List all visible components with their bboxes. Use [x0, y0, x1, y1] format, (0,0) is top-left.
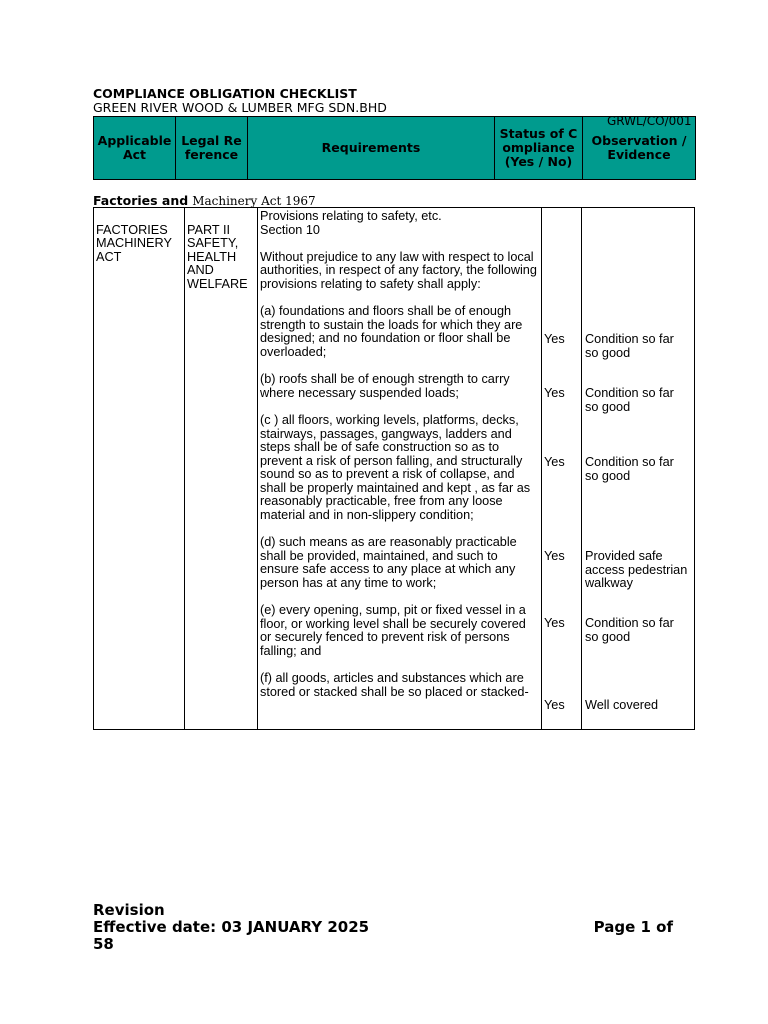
requirement-c: (c ) all floors, working levels, platforms, decks, stairways, passages, gangways, ladders and steps shall be of safe construction so as to prevent a risk of person falling, and structurally sound so as to prevent a risk of collapse, and shall be properly maintained and kept , as far as reasonably practicable, free from any loose material and in non-slippery condition;: [260, 412, 531, 523]
status-d: Yes: [544, 549, 565, 563]
column-header-observation: Observation / Evidence: [583, 117, 696, 180]
requirement-a: (a) foundations and floors shall be of enough strength to sustain the loads for which they are designed; and no foundation or floor shall be overloaded;: [260, 304, 523, 359]
intro-section: Section 10: [260, 222, 320, 237]
page-footer: [93, 902, 673, 953]
intro-title: Provisions relating to safety, etc.: [260, 209, 442, 223]
status-cell: [542, 208, 582, 730]
requirement-b: (b) roofs shall be of enough strength to carry where necessary suspended loads;: [260, 372, 510, 400]
section-heading: [93, 193, 316, 208]
status-a: Yes: [544, 332, 565, 346]
status-c: Yes: [544, 455, 565, 469]
status-f: Yes: [544, 698, 565, 712]
column-header-applicable-act: Applicable Act: [94, 117, 176, 180]
act-name: FACTORIES MACHINERY ACT: [96, 222, 172, 264]
requirement-d: (d) such means as are reasonably practicable shall be provided, maintained, and such to ensure safe access to any place at which any person has at any time to work;: [260, 535, 517, 591]
column-header-requirements: Requirements: [248, 117, 495, 180]
column-header-table: [93, 116, 696, 180]
checklist-table: [93, 207, 695, 730]
act-cell: [94, 208, 185, 730]
intro-text: Without prejudice to any law with respect to local authorities, in respect of any factory, the following provisions relating to safety shall apply:: [260, 249, 537, 291]
footer-revision: Revision: [93, 901, 165, 919]
status-e: Yes: [544, 616, 565, 630]
requirement-e: (e) every opening, sump, pit or fixed vessel in a floor, or working level shall be securely covered or securely fenced to prevent risk of persons falling; and: [260, 603, 526, 658]
requirements-cell: [258, 208, 542, 730]
section-heading-bold: Factories and: [93, 193, 189, 208]
footer-page-label: Page 1 of: [593, 918, 673, 936]
evidence-b: Condition so far so good: [585, 386, 674, 414]
evidence-cell: [582, 208, 695, 730]
legal-reference: PART II SAFETY, HEALTH AND WELFARE: [187, 222, 248, 291]
reference-cell: [185, 208, 258, 730]
evidence-a: Condition so far so good: [585, 332, 674, 360]
column-header-legal-reference: Legal Reference: [176, 117, 248, 180]
evidence-e: Condition so far so good: [585, 616, 674, 644]
document-code: GRWL/CO/001: [607, 114, 692, 128]
evidence-f: Well covered: [585, 698, 659, 712]
status-b: Yes: [544, 386, 565, 400]
column-header-status: Status of Compliance (Yes / No): [495, 117, 583, 180]
footer-effective-date: Effective date: 03 JANUARY 2025: [93, 918, 370, 936]
table-row: [94, 208, 695, 730]
company-name: GREEN RIVER WOOD & LUMBER MFG SDN.BHD: [93, 100, 387, 115]
footer-page-total: 58: [93, 935, 114, 953]
evidence-d: Provided safe access pedestrian walkway: [585, 549, 688, 591]
section-heading-rest: Machinery Act 1967: [192, 194, 316, 208]
requirement-f: (f) all goods, articles and substances which are stored or stacked shall be so placed or stacked-: [260, 671, 529, 699]
evidence-c: Condition so far so good: [585, 455, 674, 483]
document-title: COMPLIANCE OBLIGATION CHECKLIST: [93, 86, 357, 101]
